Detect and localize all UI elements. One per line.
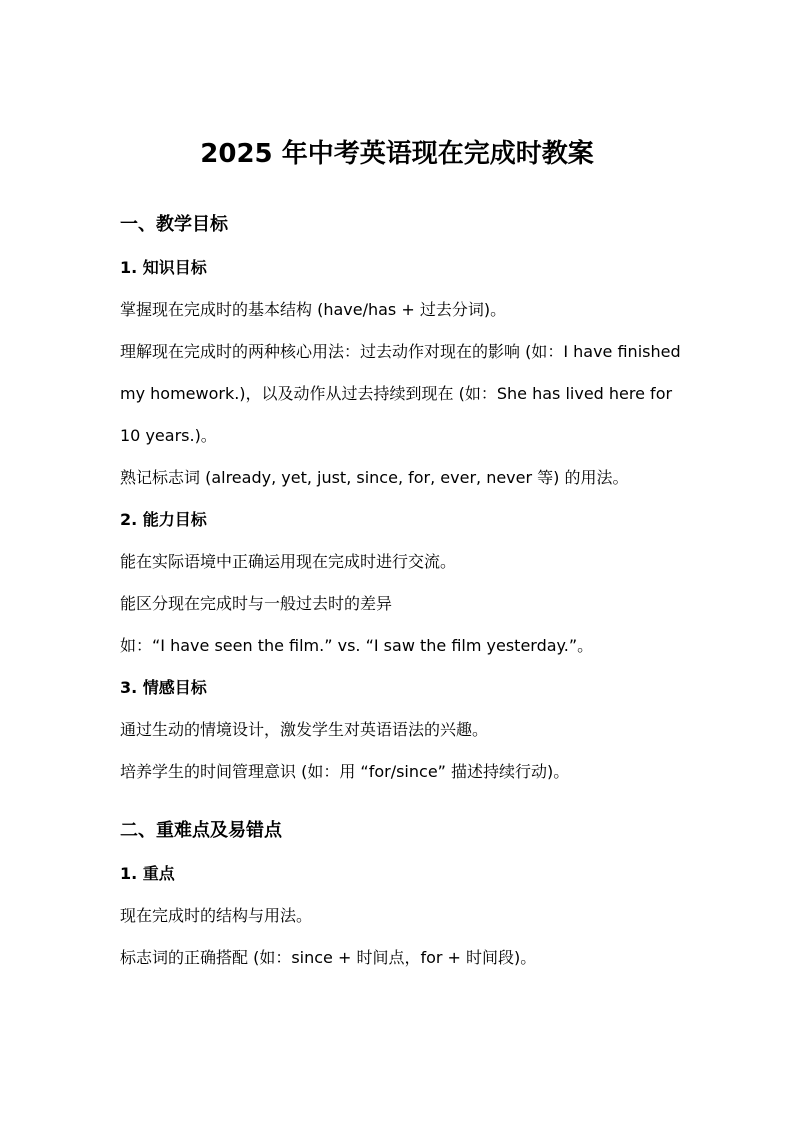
paragraph: 通过生动的情境设计，激发学生对英语语法的兴趣。 (120, 720, 489, 739)
subsection-heading: 1. 重点 (120, 864, 175, 883)
paragraph: 掌握现在完成时的基本结构 (have/has + 过去分词)。 (120, 300, 507, 319)
paragraph: 理解现在完成时的两种核心用法：过去动作对现在的影响 (如：I have finished my homework.)，以及动作从过去持续到现在 (如：She has lived here for 10 years.)。 (120, 342, 681, 445)
subsection-heading: 1. 知识目标 (120, 258, 207, 277)
subsection-key-points (120, 853, 690, 979)
paragraph: 能在实际语境中正确运用现在完成时进行交流。 (120, 552, 457, 571)
subsection-heading: 3. 情感目标 (120, 678, 207, 697)
subsection-emotional-objectives (120, 667, 690, 793)
paragraph: 能区分现在完成时与一般过去时的差异 (120, 594, 393, 613)
section-teaching-objectives (120, 205, 690, 793)
document-title: 2025 年中考英语现在完成时教案 (200, 139, 594, 169)
paragraph: 如：“I have seen the film.” vs. “I saw the film yesterday.”。 (120, 636, 594, 655)
subsection-knowledge-objectives (120, 247, 690, 499)
subsection-ability-objectives (120, 499, 690, 667)
section-heading: 一、教学目标 (120, 214, 228, 235)
document-body (120, 205, 690, 979)
paragraph: 熟记标志词 (already, yet, just, since, for, ever, never 等) 的用法。 (120, 468, 629, 487)
section-key-difficult-points (120, 811, 690, 979)
paragraph: 培养学生的时间管理意识 (如：用 “for/since” 描述持续行动)。 (120, 762, 570, 781)
subsection-heading: 2. 能力目标 (120, 510, 207, 529)
section-heading: 二、重难点及易错点 (120, 820, 282, 841)
paragraph: 标志词的正确搭配 (如：since + 时间点，for + 时间段)。 (120, 948, 537, 967)
paragraph: 现在完成时的结构与用法。 (120, 906, 313, 925)
